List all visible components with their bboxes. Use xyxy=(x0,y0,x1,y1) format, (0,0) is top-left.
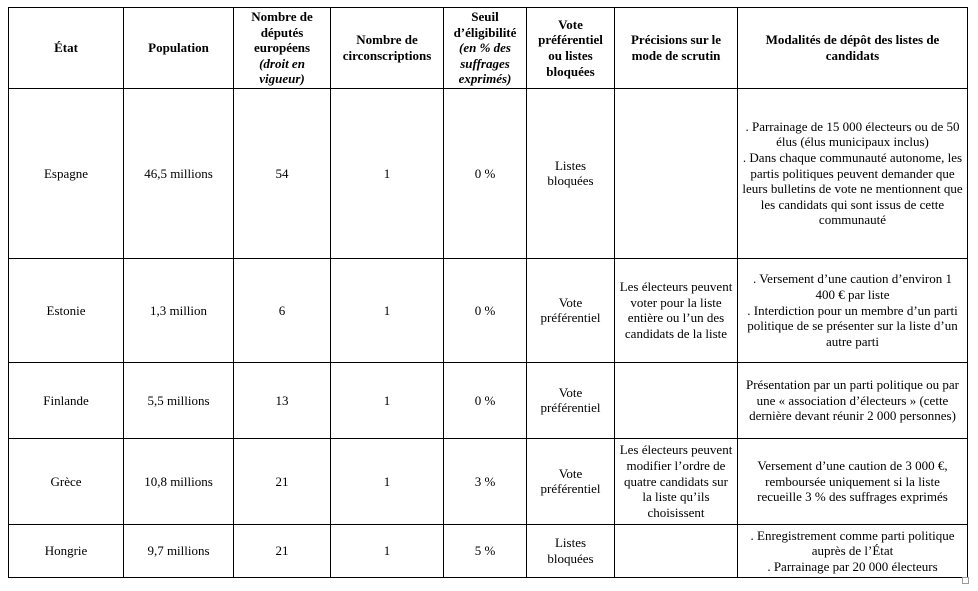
modalites-paragraph: . Dans chaque communauté autonome, les partis politiques peuvent demander que leurs bulletins de vote ne mentionnent que les candidats qui sont issus de cette communauté xyxy=(742,150,963,228)
cell-etat: Finlande xyxy=(9,362,124,438)
cell-etat: Estonie xyxy=(9,258,124,362)
cell-seuil: 0 % xyxy=(444,258,527,362)
cell-population: 46,5 millions xyxy=(124,88,234,258)
table-row-finlande xyxy=(9,362,968,438)
cell-etat: Espagne xyxy=(9,88,124,258)
cell-seuil: 5 % xyxy=(444,524,527,577)
col-header-label: Nombre de circonscriptions xyxy=(342,32,432,63)
modalites-paragraph: . Versement d’une caution d’environ 1 400 € par liste xyxy=(752,271,953,303)
cell-deputes: 13 xyxy=(234,362,331,438)
cell-precisions: Les électeurs peuvent voter pour la liste entière ou l’un des candidats de la liste xyxy=(615,258,738,362)
cell-precisions xyxy=(615,362,738,438)
cell-precisions xyxy=(615,88,738,258)
cell-precisions xyxy=(615,524,738,577)
cell-circonscriptions: 1 xyxy=(331,258,444,362)
cell-seuil: 0 % xyxy=(444,362,527,438)
col-header-deputes xyxy=(234,8,331,89)
col-header-label: État xyxy=(54,40,78,56)
col-header-label: Vote préférentiel ou listes bloquées xyxy=(538,16,603,79)
cell-vote: Vote préférentiel xyxy=(527,258,615,362)
cell-deputes: 21 xyxy=(234,524,331,577)
cell-etat: Hongrie xyxy=(9,524,124,577)
cell-deputes: 54 xyxy=(234,88,331,258)
cell-modalites xyxy=(738,88,968,258)
modalites-paragraph: . Parrainage de 15 000 électeurs ou de 50 élus (élus municipaux inclus) xyxy=(745,118,960,150)
modalites-paragraph: Versement d’une caution de 3 000 €, remboursée uniquement si la liste recueille 3 % des suffrages exprimés xyxy=(757,458,948,505)
cell-etat: Grèce xyxy=(9,438,124,524)
col-header-population xyxy=(124,8,234,89)
modalites-paragraph: . Enregistrement comme parti politique auprès de l’État xyxy=(750,527,955,559)
table-row-espagne xyxy=(9,88,968,258)
cell-circonscriptions: 1 xyxy=(331,438,444,524)
modalites-paragraph: . Interdiction pour un membre d’un parti politique de se présenter sur la liste d’un autre parti xyxy=(747,302,958,349)
cell-circonscriptions: 1 xyxy=(331,362,444,438)
cell-seuil: 0 % xyxy=(444,88,527,258)
col-header-label: Population xyxy=(148,40,209,56)
col-header-label: Seuil d’éligibilité xyxy=(453,9,517,40)
table-row-hongrie xyxy=(9,524,968,577)
cell-circonscriptions: 1 xyxy=(331,524,444,577)
table-header-row xyxy=(9,8,968,89)
col-header-precisions xyxy=(615,8,738,89)
cell-vote: Listes bloquées xyxy=(527,88,615,258)
cell-modalites xyxy=(738,362,968,438)
col-header-modalites xyxy=(738,8,968,89)
col-header-label: Nombre de députés européens xyxy=(251,9,313,56)
modalites-paragraph: Présentation par un parti politique ou par une « association d’électeurs » (cette dernière devant réunir 2 000 personnes) xyxy=(745,377,959,424)
cell-circonscriptions: 1 xyxy=(331,88,444,258)
cell-deputes: 21 xyxy=(234,438,331,524)
cell-population: 10,8 millions xyxy=(124,438,234,524)
cell-population: 9,7 millions xyxy=(124,524,234,577)
cell-vote: Vote préférentiel xyxy=(527,438,615,524)
col-header-note: (en % des suffrages exprimés) xyxy=(458,40,512,87)
cell-population: 5,5 millions xyxy=(124,362,234,438)
cell-vote: Vote préférentiel xyxy=(527,362,615,438)
col-header-seuil xyxy=(444,8,527,89)
col-header-etat xyxy=(9,8,124,89)
cell-deputes: 6 xyxy=(234,258,331,362)
cell-modalites xyxy=(738,524,968,577)
table-row-estonie xyxy=(9,258,968,362)
table-resize-handle[interactable] xyxy=(962,577,969,584)
col-header-note: (droit en vigueur) xyxy=(259,55,305,87)
col-header-circonscriptions xyxy=(331,8,444,89)
cell-modalites xyxy=(738,438,968,524)
cell-precisions: Les électeurs peuvent modifier l’ordre de quatre candidats sur la liste qu’ils choisissent xyxy=(615,438,738,524)
col-header-label: Modalités de dépôt des listes de candidats xyxy=(765,32,940,63)
cell-modalites xyxy=(738,258,968,362)
cell-population: 1,3 million xyxy=(124,258,234,362)
table-row-grece xyxy=(9,438,968,524)
cell-vote: Listes bloquées xyxy=(527,524,615,577)
election-rules-table xyxy=(8,7,968,578)
col-header-label: Précisions sur le mode de scrutin xyxy=(630,32,722,63)
modalites-paragraph: . Parrainage par 20 000 électeurs xyxy=(767,558,938,574)
col-header-vote xyxy=(527,8,615,89)
cell-seuil: 3 % xyxy=(444,438,527,524)
